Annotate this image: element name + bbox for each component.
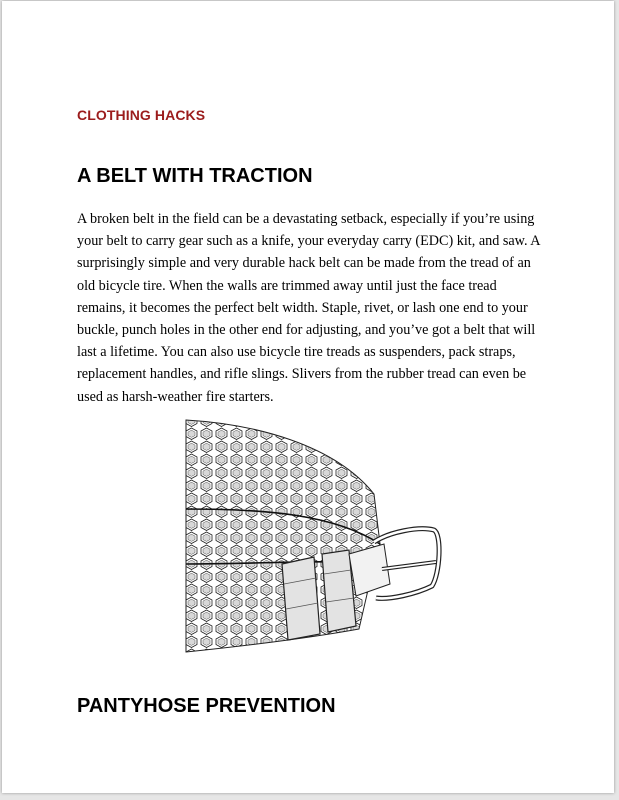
next-section-heading: PANTYHOSE PREVENTION — [77, 695, 336, 717]
document-page — [2, 1, 614, 793]
belt-keeper-left — [282, 557, 320, 640]
article-paragraph: A broken belt in the field can be a devastating setback, especially if you’re using your belt to carry gear such as a knife, your everyday carry (EDC) kit, and saw. A surprisingly simple and very durable hack belt can be made from the tread of an old bicycle tire. When the walls are trimmed away until just the face tread remains, it becomes the perfect belt width. Staple, rivet, or lash one end to your buckle, punch holes in the other end for adjusting, and you’ve got a belt that will last a lifetime. You can also use bicycle tire treads as suspenders, pack straps, replacement handles, and rifle slings. Slivers from the rubber tread can even be used as harsh-weather fire starters. — [77, 211, 540, 405]
article-heading: A BELT WITH TRACTION — [77, 165, 313, 187]
bicycle-tire-belt-illustration — [184, 414, 452, 656]
section-label: CLOTHING HACKS — [77, 107, 206, 123]
